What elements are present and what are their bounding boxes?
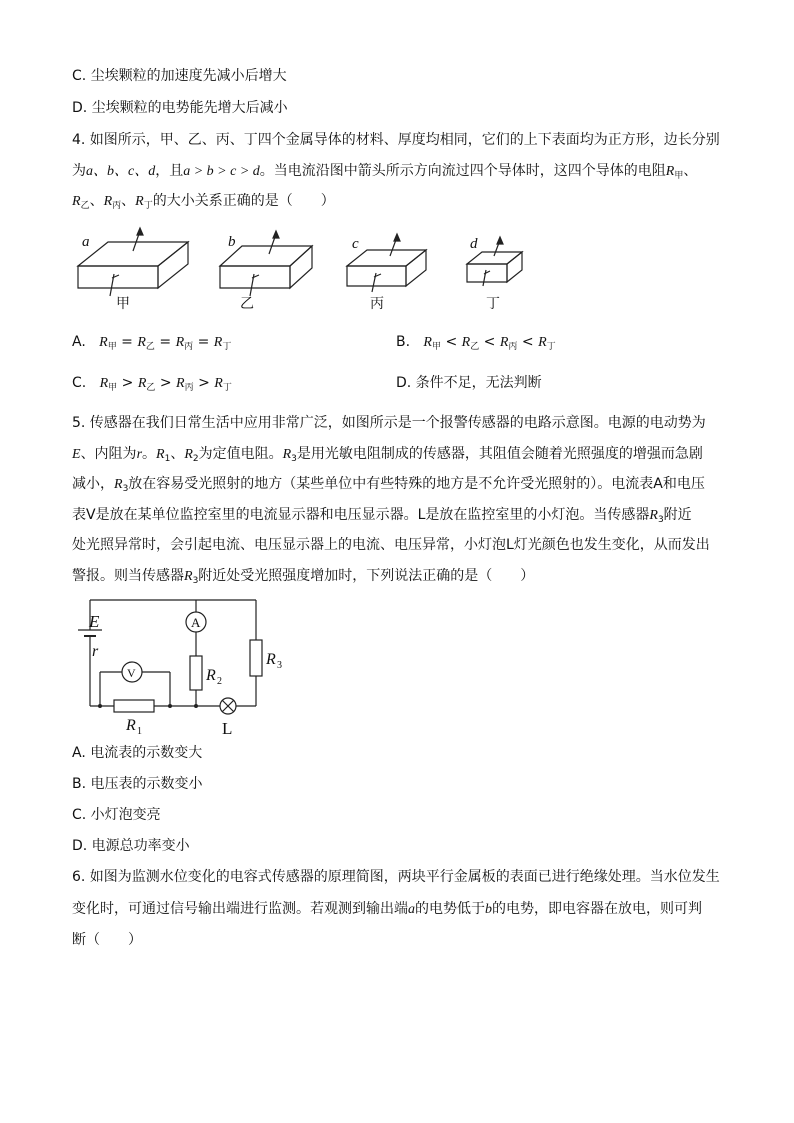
r-sub: 丁 [222,342,232,352]
r-internal-symbol: r [136,447,143,462]
q4-inequality: a > b > c > d [183,164,260,179]
q6-text-line2 [72,899,702,920]
q5-text-line2: E、内阻为r。$R_1$、$R_2$为定值电阻。$R_3$是用光敏电阻制成的传感器，其阻值会随着光照强度的增强而急剧 [72,446,703,464]
option-prefix: B. [396,334,411,350]
option-prefix: C. [72,375,87,391]
r-sub: 甲 [108,383,118,393]
label-r: r [92,643,99,660]
label-v: V [127,666,136,680]
q5-text-line3 [72,474,705,499]
r-sub: 丙 [184,342,194,352]
q4-text-seg: 为 [72,163,86,179]
q4-text-line2: 为a、b、c、d，且a > b > c > d。当电流沿图中箭头所示方向流过四个导体时，这四个导体的电阻$R_甲$、 [72,163,698,181]
r-symbol: R [184,447,193,462]
r-sub: 3 [122,484,129,494]
q5-option-a: A. 电流表的示数变大 [72,745,203,761]
q5-text-line1: 5. 传感器在我们日常生活中应用非常广泛，如图所示是一个报警传感器的电路示意图。电源的电动势为 [72,415,706,431]
q5-option-c: C. 小灯泡变亮 [72,807,161,823]
r-symbol: R [282,447,292,462]
q5-seg: 警报。则当传感器 [72,568,184,584]
r-symbol: R [99,335,108,350]
r-symbol: R [538,335,547,350]
r-sub: 丁 [546,342,556,352]
q5-circuit-diagram [70,594,290,738]
op: > [159,375,172,391]
q6-seg: 的电势低于 [415,901,485,917]
op: = [197,334,210,350]
resistor-r1 [114,700,154,712]
option-prefix: A. [72,334,86,350]
r-sub: 甲 [674,171,684,181]
r-symbol: R [137,335,146,350]
label-r1: R [126,717,136,734]
q4-text-seg: ，且 [155,163,184,179]
q5-seg: 表V是放在某单位监控室里的电流显示器和电压显示器。L是放在监控室里的小灯泡。当传感器 [72,507,650,523]
slab-label-d: d [470,236,478,252]
r-symbol: R [461,335,471,350]
q4-option-d: D. 条件不足，无法判断 [396,375,542,391]
r-sub: 乙 [145,342,155,352]
q5-seg: 、内阻为 [80,446,137,462]
r-symbol: R [72,194,81,209]
q4-text-seg: 。当电流沿图中箭头所示方向流过四个导体时，这四个导体的电阻 [259,163,666,179]
q5-option-b: B. 电压表的示数变小 [72,776,203,792]
label-r1-sub: 1 [137,726,142,737]
r-symbol: R [184,569,193,584]
slab-bing [347,234,426,292]
q4-vars: a、b、c、d [86,164,156,179]
q4-text-line3: $R_乙$、$R_丙$、$R_丁$的大小关系正确的是（ ） [72,193,335,211]
q4-text-seg: 的大小关系正确的是（ ） [152,193,335,209]
slab-name-bing: 丙 [370,296,384,312]
q5-seg: 附近 [663,507,692,523]
r-sub: 3 [192,576,199,586]
q5-text-line4 [72,505,692,530]
label-l: L [222,719,233,738]
q6-seg: 变化时，可通过信号输出端进行监测。若观测到输出端 [72,901,408,917]
label-r2: R [206,667,216,684]
r-symbol: R [114,477,123,492]
terminal-a: a [408,902,415,917]
r-symbol: R [103,194,113,209]
r-sub: 丙 [508,342,518,352]
op: < [483,334,496,350]
r-symbol: R [156,447,165,462]
r-sub: 2 [192,454,199,464]
r-sub: 乙 [80,201,90,211]
q5-seg: 放在容易受光照射的地方（某些单位中有些特殊的地方是不允许受光照射的）。电流表A和电压 [128,476,705,492]
terminal-b: b [485,902,492,917]
slab-name-jia: 甲 [116,296,130,312]
r-sub: 1 [164,454,171,464]
slab-name-ding: 丁 [486,296,500,312]
q5-seg: 是用光敏电阻制成的传感器，其阻值会随着光照强度的增强而急剧 [296,446,703,462]
r-sub: 3 [291,454,297,464]
op: = [159,334,172,350]
q3-option-c: C. 尘埃颗粒的加速度先减小后增大 [72,68,287,84]
r-sub: 3 [657,515,664,525]
q3-option-d: D. 尘埃颗粒的电势能先增大后减小 [72,100,288,116]
emf-symbol: E [72,447,81,462]
slab-name-yi: 乙 [240,296,254,312]
q5-text-line6 [72,566,534,591]
r-sub: 甲 [431,342,441,352]
resistor-r2 [190,656,202,690]
r-symbol: R [214,376,223,391]
label-r3: R [266,651,276,668]
op: > [198,375,210,391]
r-symbol: R [99,376,109,391]
r-symbol: R [176,376,185,391]
q5-text-line5: 处光照异常时，会引起电流、电压显示器上的电流、电压异常，小灯泡L灯光颜色也发生变化，从而发出 [72,537,710,553]
r-symbol: R [213,335,223,350]
q4-text-line1: 4. 如图所示，甲、乙、丙、丁四个金属导体的材料、厚度均相同，它们的上下表面均为正方形，边长分别 [72,132,720,148]
q5-seg: 附近处受光照强度增加时，下列说法正确的是（ ） [198,568,535,584]
q4-option-c [72,373,232,398]
op: = [121,334,133,350]
op: > [121,375,134,391]
q4-option-a [72,332,231,357]
r-symbol: R [135,194,144,209]
r-sub: 丁 [222,383,232,393]
r-sub: 丁 [143,201,153,211]
q5-seg: 。 [142,446,157,462]
r-sub: 丙 [112,201,122,211]
r-sub: 甲 [107,342,117,352]
op: < [521,334,534,350]
slab-label-b: b [228,234,236,250]
label-r2-sub: 2 [217,676,222,687]
op: < [445,334,458,350]
q6-text-line1: 6. 如图为监测水位变化的电容式传感器的原理简图，两块平行金属板的表面已进行绝缘处理。当水位发生 [72,869,720,885]
q6-text-line3: 断（ ） [72,932,142,948]
r-symbol: R [137,376,147,391]
label-e: E [89,612,100,631]
q5-option-d: D. 电源总功率变小 [72,838,190,854]
r-symbol: R [649,508,658,523]
slab-label-a: a [82,234,90,250]
q4-conductor-figure [70,224,540,314]
resistor-r3 [250,640,262,676]
r-sub: 乙 [470,342,480,352]
label-a: A [191,615,201,630]
slab-label-c: c [352,236,359,252]
q5-seg: 为定值电阻。 [198,446,283,462]
r-symbol: R [423,335,432,350]
r-sub: 丙 [184,383,194,393]
r-sub: 乙 [146,383,156,393]
q6-seg: 的电势，即电容器在放电，则可判 [492,901,702,917]
q5-seg: 减小， [72,476,114,492]
q4-option-b [396,332,556,357]
slab-jia [78,228,188,296]
r-symbol: R [499,335,509,350]
label-r3-sub: 3 [277,660,282,671]
r-symbol: R [665,164,675,179]
r-symbol: R [175,335,185,350]
